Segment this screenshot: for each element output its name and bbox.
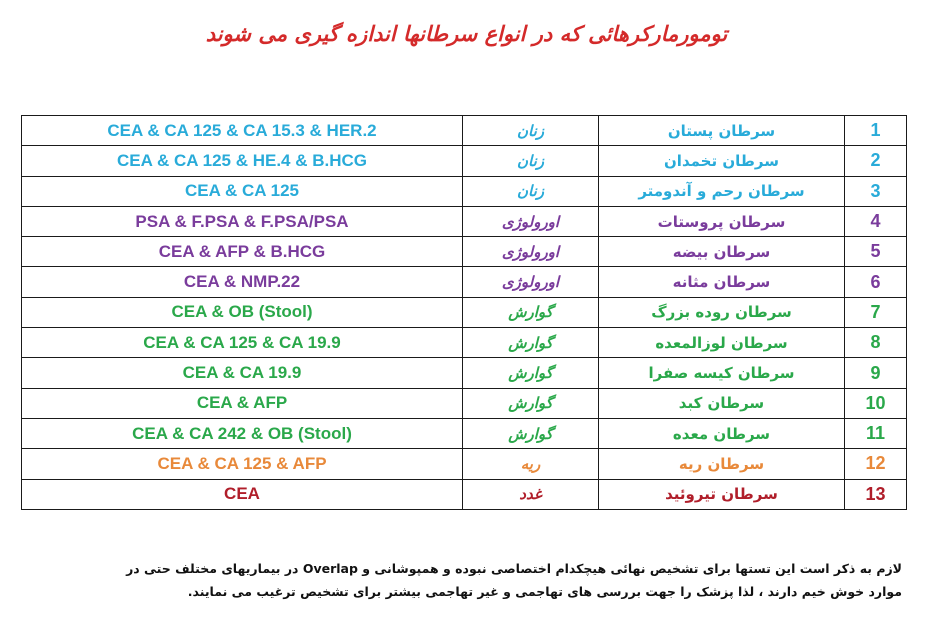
- marker-list-cell: CEA: [22, 479, 463, 509]
- specialty-cell: زنان: [463, 116, 599, 146]
- row-number-cell: 5: [845, 237, 907, 267]
- specialty-cell: زنان: [463, 176, 599, 206]
- specialty-cell: گوارش: [463, 358, 599, 388]
- specialty-cell: ریه: [463, 449, 599, 479]
- row-number-cell: 13: [845, 479, 907, 509]
- table-row: [22, 358, 907, 388]
- specialty-cell: اورولوژی: [463, 267, 599, 297]
- specialty-cell: گوارش: [463, 388, 599, 418]
- table-row: [22, 479, 907, 509]
- table-row: [22, 176, 907, 206]
- row-number-cell: 10: [845, 388, 907, 418]
- row-number-cell: 11: [845, 418, 907, 448]
- marker-list-cell: CEA & CA 125 & CA 15.3 & HER.2: [22, 116, 463, 146]
- marker-list-cell: CEA & CA 125 & AFP: [22, 449, 463, 479]
- row-number-cell: 12: [845, 449, 907, 479]
- specialty-cell: زنان: [463, 146, 599, 176]
- cancer-name-cell: سرطان بیضه: [599, 237, 845, 267]
- row-number-cell: 2: [845, 146, 907, 176]
- footnote-line-2: موارد خوش خیم دارند ، لذا پزشک را جهت بررسی های تهاجمی و غیر تهاجمی بیشتر برای تشخیص ترغیب می نمایند.: [187, 584, 902, 599]
- marker-list-cell: CEA & CA 242 & OB (Stool): [22, 418, 463, 448]
- table-row: [22, 449, 907, 479]
- table-row: [22, 206, 907, 236]
- footnote-line-1: لازم به ذکر است این تستها برای تشخیص نهائی هیچکدام اختصاصی نبوده و همپوشانی و Overlap در بیماریهای مختلف حتی در: [126, 561, 902, 576]
- cancer-name-cell: سرطان ریه: [599, 449, 845, 479]
- marker-list-cell: CEA & AFP & B.HCG: [22, 237, 463, 267]
- row-number-cell: 7: [845, 297, 907, 327]
- row-number-cell: 6: [845, 267, 907, 297]
- cancer-name-cell: سرطان رحم و آندومتر: [599, 176, 845, 206]
- specialty-cell: گوارش: [463, 297, 599, 327]
- row-number-cell: 1: [845, 116, 907, 146]
- cancer-name-cell: سرطان تخمدان: [599, 146, 845, 176]
- marker-list-cell: CEA & CA 125: [22, 176, 463, 206]
- tumor-marker-table: [21, 115, 907, 510]
- specialty-cell: گوارش: [463, 328, 599, 358]
- table-row: [22, 267, 907, 297]
- marker-list-cell: CEA & AFP: [22, 388, 463, 418]
- table-row: [22, 418, 907, 448]
- cancer-name-cell: سرطان پستان: [599, 116, 845, 146]
- cancer-name-cell: سرطان کیسه صفرا: [599, 358, 845, 388]
- specialty-cell: گوارش: [463, 418, 599, 448]
- cancer-name-cell: سرطان روده بزرگ: [599, 297, 845, 327]
- table-row: [22, 297, 907, 327]
- row-number-cell: 9: [845, 358, 907, 388]
- row-number-cell: 3: [845, 176, 907, 206]
- page-title: تومورمارکرهائی که در انواع سرطانها اندازه گیری می شوند: [205, 22, 728, 46]
- table-row: [22, 116, 907, 146]
- marker-list-cell: CEA & CA 125 & HE.4 & B.HCG: [22, 146, 463, 176]
- cancer-name-cell: سرطان کبد: [599, 388, 845, 418]
- marker-list-cell: CEA & OB (Stool): [22, 297, 463, 327]
- marker-list-cell: CEA & CA 125 & CA 19.9: [22, 328, 463, 358]
- marker-list-cell: PSA & F.PSA & F.PSA/PSA: [22, 206, 463, 236]
- row-number-cell: 8: [845, 328, 907, 358]
- specialty-cell: غدد: [463, 479, 599, 509]
- cancer-name-cell: سرطان پروستات: [599, 206, 845, 236]
- cancer-name-cell: سرطان مثانه: [599, 267, 845, 297]
- table-row: [22, 328, 907, 358]
- cancer-name-cell: سرطان تیروئید: [599, 479, 845, 509]
- table-row: [22, 388, 907, 418]
- marker-list-cell: CEA & CA 19.9: [22, 358, 463, 388]
- specialty-cell: اورولوژی: [463, 206, 599, 236]
- table-row: [22, 237, 907, 267]
- marker-list-cell: CEA & NMP.22: [22, 267, 463, 297]
- cancer-name-cell: سرطان لوزالمعده: [599, 328, 845, 358]
- table-body: [22, 116, 907, 510]
- footnote: [30, 557, 902, 603]
- row-number-cell: 4: [845, 206, 907, 236]
- table-row: [22, 146, 907, 176]
- specialty-cell: اورولوژی: [463, 237, 599, 267]
- cancer-name-cell: سرطان معده: [599, 418, 845, 448]
